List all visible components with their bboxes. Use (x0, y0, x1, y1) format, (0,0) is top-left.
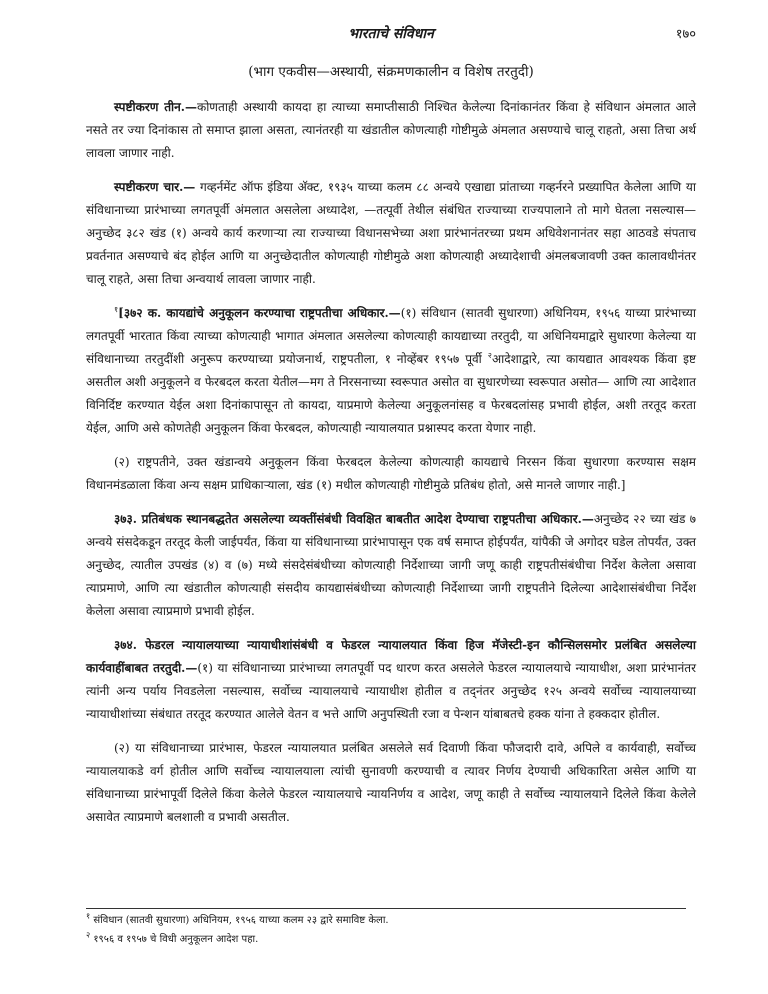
paragraph-article-374 (86, 634, 696, 726)
footnote-2-text: १९५६ व १९५७ चे विधी अनुकूलन आदेश पहा. (93, 934, 259, 945)
footnotes (86, 912, 696, 950)
part-heading: (भाग एकवीस—अस्थायी, संक्रमणकालीन व विशेष तरतुदी) (248, 64, 534, 80)
footnote-ref-1: १ (114, 305, 119, 314)
article-373-heading: ३७३. प्रतिबंधक स्थानबद्धतेत असलेल्या व्यक्तींसंबंधी विवक्षित बाबतीत आदेश देण्याचा राष्ट्रपतीचा अधिकार.— (114, 512, 594, 526)
paragraph-explanation-four (86, 176, 696, 291)
footnote-1-mark: १ (86, 911, 91, 921)
document-body (86, 96, 696, 840)
paragraph-article-374-clause-2 (86, 737, 696, 829)
footnote-1-text: संविधान (सातवी सुधारणा) अधिनियम, १९५६ याच्या कलम २३ द्वारे समाविष्ट केला. (93, 915, 389, 926)
footnote-2 (86, 931, 696, 948)
paragraph-article-372a-clause-2 (86, 451, 696, 497)
footnote-2-mark: २ (86, 930, 91, 940)
article-374-text: (१) या संविधानाच्या प्रारंभाच्या लगतपूर्वी पद धारण करत असलेले फेडरल न्यायालयाचे न्यायाधीश, अशा प्रारंभानंतर त्यांनी अन्य पर्याय निवडलेला नसल्यास, सर्वोच्च न्यायालयाचे न्यायाधीश होतील व तद्नंतर अनुच्छेद १२५ अन्वये सर्वोच्च न्यायालयाच्या न्यायाधीशांच्या संबंधात तरतूद करण्यात आलेले वेतन व भत्ते आणि अनुपस्थिती रजा व पेन्शन यांबाबतचे हक्क यांना ते हक्कदार होतील. (86, 661, 696, 721)
explanation-three-lead: स्पष्टीकरण तीन.— (114, 100, 197, 114)
article-372a-text-b: आदेशाद्वारे, त्या कायद्यात आवश्यक किंवा इष्ट असतील अशी अनुकूलने व फेरबदल करता येतील—मग ते निरसनाच्या स्वरूपात असोत वा सुधारणेच्या स्वरूपात असोत— आणि त्या आदेशात विनिर्दिष्ट करण्यात येईल अशा दिनांकापासून तो कायदा, याप्रमाणे केलेल्या अनुकूलनांसह व फेरबदलांसह प्रभावी होईल, अशी तरतूद करता येईल, आणि असे कोणतेही अनुकूलन किंवा फेरबदल, कोणत्याही न्यायालयात प्रश्नास्पद करता येणार नाही. (86, 352, 696, 435)
paragraph-explanation-three (86, 96, 696, 165)
article-372a-text-a: (१) संविधान (सातवी सुधारणा) अधिनियम, १९५६ याच्या प्रारंभाच्या लगतपूर्वी भारतात किंवा त्याच्या कोणत्याही भागात अंमलात असलेल्या कोणत्याही कायद्याच्या तरतुदी, या अधिनियमाद्वारे सुधारणा केलेल्या या संविधानाच्या तरतुदींशी अनुरूप करण्याच्या प्रयोजनार्थ, राष्ट्रपतीला, १ नोव्हेंबर १९५७ पूर्वी (86, 306, 696, 366)
footnote-ref-2: २ (487, 351, 492, 360)
explanation-four-text: गव्हर्नमेंट ऑफ इंडिया अ‍ॅक्ट, १९३५ याच्या कलम ८८ अन्वये एखाद्या प्रांताच्या गव्हर्नरने प्रख्यापित केलेला आणि या संविधानाच्या प्रारंभाच्या लगतपूर्वी अंमलात असलेला अध्यादेश, —तत्पूर्वी तेथील संबंधित राज्याच्या राज्यपालाने तो मागे घेतला नसल्यास— अनुच्छेद ३८२ खंड (१) अन्वये कार्य करणाऱ्या त्या राज्याच्या विधानसभेच्या अशा प्रारंभानंतरच्या प्रथम अधिवेशनानंतर सहा आठवडे संपताच प्रवर्तनात असण्याचे बंद होईल आणि या अनुच्छेदातील कोणत्याही गोष्टीमुळे अशा कोणत्याही अध्यादेशाची अंमलबजावणी उक्त कालावधीनंतर चालू राहते, असा तिचा अन्वयार्थ लावला जाणार नाही. (86, 180, 696, 286)
article-374-heading: ३७४. फेडरल न्यायालयाच्या न्यायाधीशांसंबंधी व फेडरल न्यायालयात किंवा हिज मॅजेस्टी-इन कौन्सिलसमोर प्रलंबित असलेल्या कार्यवाहींबाबत तरतुदी.— (86, 638, 696, 675)
article-372a-clause-2-text: (२) राष्ट्रपतीने, उक्त खंडान्वये अनुकूलन किंवा फेरबदल केलेल्या कोणत्याही कायद्याचे निरसन किंवा सुधारणा करण्यास सक्षम विधानमंडळाला किंवा अन्य सक्षम प्राधिकाऱ्याला, खंड (१) मधील कोणत्याही गोष्टीमुळे प्रतिबंध होतो, असे मानले जाणार नाही.] (86, 455, 696, 492)
article-373-text: अनुच्छेद २२ च्या खंड ७ अन्वये संसदेकडून तरतूद केली जाईपर्यंत, किंवा या संविधानाच्या प्रारंभापासून एक वर्ष समाप्त होईपर्यंत, यांपैकी जे अगोदर घडेल तोपर्यंत, उक्त अनुच्छेद, त्यातील उपखंड (४) व (७) मध्ये संसदेसंबंधीच्या कोणत्याही निर्देशाच्या जागी जणू काही राष्ट्रपतीसंबंधीचा निर्देश केलेला असावा त्याप्रमाणे, आणि त्या खंडातील कोणत्याही संसदीय कायद्यासंबंधीच्या कोणत्याही निर्देशाच्या जागी राष्ट्रपतीने दिलेल्या आदेशासंबंधीचा निर्देश केलेला असावा त्याप्रमाणे प्रभावी होईल. (86, 512, 696, 618)
explanation-three-text: कोणताही अस्थायी कायदा हा त्याच्या समाप्तीसाठी निश्चित केलेल्या दिनांकानंतर किंवा हे संविधान अंमलात आले नसते तर ज्या दिनांकास तो समाप्त झाला असता, त्यानंतरही या खंडातील कोणत्याही गोष्टीमुळे अंमलात असण्याचे चालू राहतो, असा तिचा अर्थ लावला जाणार नाही. (86, 100, 696, 160)
footnote-divider (86, 908, 686, 909)
page-number: १७० (675, 27, 696, 42)
paragraph-article-373 (86, 508, 696, 623)
article-372a-heading: [३७२ क. कायद्यांचे अनुकूलन करण्याचा राष्ट्रपतीचा अधिकार.— (118, 306, 401, 320)
explanation-four-lead: स्पष्टीकरण चार.— (114, 180, 196, 194)
running-header (86, 24, 696, 44)
footnote-1 (86, 912, 696, 929)
paragraph-article-372a (86, 302, 696, 440)
running-title: भारताचे संविधान (348, 26, 434, 42)
article-374-clause-2-text: (२) या संविधानाच्या प्रारंभास, फेडरल न्यायालयात प्रलंबित असलेले सर्व दिवाणी किंवा फौजदारी दावे, अपिले व कार्यवाही, सर्वोच्च न्यायालयाकडे वर्ग होतील आणि सर्वोच्च न्यायालयाला त्यांची सुनावणी करण्याची व त्यावर निर्णय देण्याची अधिकारिता असेल आणि या संविधानाच्या प्रारंभापूर्वी दिलेले किंवा केलेले फेडरल न्यायालयाचे न्यायनिर्णय व आदेश, जणू काही ते सर्वोच्च न्यायालयाने दिलेले किंवा केलेले असावेत त्याप्रमाणे बलशाली व प्रभावी असतील. (86, 741, 696, 824)
